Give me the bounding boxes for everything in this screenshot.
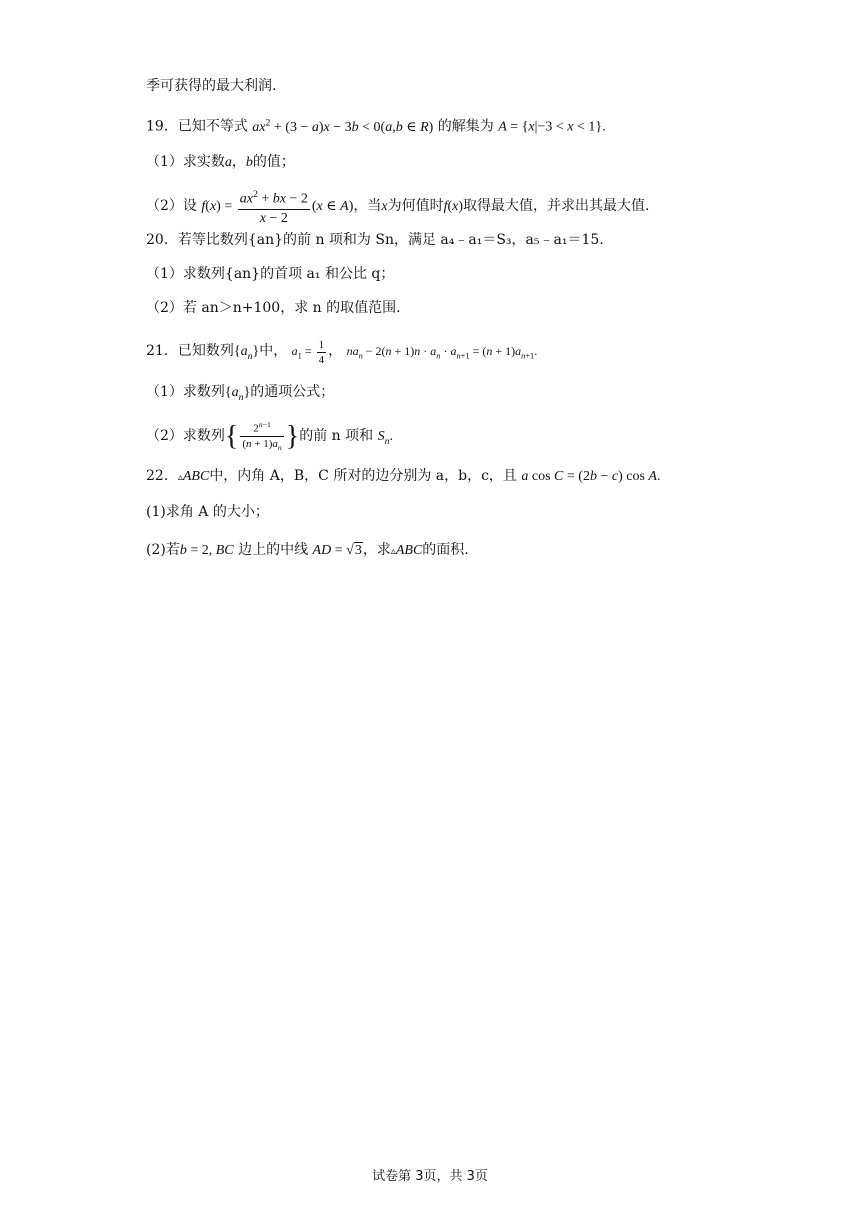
question-20-text: 20．若等比数列{an}的前 n 项和为 Sn，满足 a₄﹣a₁＝S₃，a₅﹣a₁＝15.	[146, 232, 604, 248]
q22-part-2-text-4: 的面积.	[422, 542, 469, 558]
line-continuation	[146, 76, 276, 96]
question-22-part-2	[146, 540, 469, 562]
triangle-abc: ▵ABC	[177, 469, 210, 484]
triangle-abc-2: ▵ABC	[390, 543, 423, 558]
sequence-fraction-formula: { $\frac{2^{n-1}}{(n + 1)a_n}$ }	[225, 429, 299, 444]
var-x: x	[381, 199, 388, 215]
part-2-text-3: 为何值时	[387, 198, 444, 215]
recurrence-formula: $na_n - 2(n + 1)n \cdot a_n \cdot a_{n+1} = (n + 1)a_{n+1}$.	[346, 344, 538, 361]
q22-part-2-text-2: 边上的中线	[238, 542, 309, 558]
b-equals-formula: b = 2, BC	[179, 543, 234, 558]
one-quarter-fraction: $\frac{1}{4}$	[318, 338, 325, 366]
question-19-part-2	[146, 186, 650, 228]
q22-part-2-text-3: ，求	[362, 542, 391, 558]
function-formula: f(x) = $\frac{ax^2 + bx - 2}{x - 2}$ (x ∈ A)	[201, 199, 353, 214]
question-21-text: 21．已知数列	[146, 343, 234, 359]
question-22-part-1	[146, 502, 269, 522]
question-21-mid: 中，	[259, 343, 288, 359]
function-fraction: $\frac{ax^2 + bx - 2}{x - 2}$	[238, 186, 310, 228]
q20-part-2-text: （2）若 an＞n+100，求 n 的取值范围.	[146, 300, 401, 316]
part-2-text: （2）设	[146, 198, 197, 215]
q21-part-1-text-end: 的通项公式；	[250, 384, 335, 400]
question-19-mid: 的解集为	[437, 118, 494, 135]
q22-part-2-text: (2)若	[146, 542, 180, 558]
q20-part-1-text: （1）求数列{an}的首项 a₁ 和公比 q；	[146, 266, 395, 282]
sqrt-3: √3	[346, 543, 362, 558]
question-20-part-2	[146, 298, 401, 318]
question-20-part-1	[146, 264, 394, 284]
text-continuation: 季可获得的最大利润.	[146, 78, 277, 94]
question-21-part-1	[146, 382, 334, 408]
cosine-equation: a cos C = (2b − c) cos A.	[521, 469, 661, 484]
initial-term-formula: $a_1$ = $\frac{1}{4}$	[291, 338, 325, 366]
question-22-text: 中，内角 A，B，C 所对的边分别为 a，b，c，且	[209, 468, 517, 484]
question-21: 21．已知数列$\{a_n\}$中， $a_1$ = $\frac{1}{4}$ ， $na_n - 2(n + 1)n \cdot a_n \cdot a_{n+1} = (n + 1)a_{n+1}$.	[146, 338, 538, 366]
part-2-text-2: ，当	[353, 198, 382, 215]
sum-symbol: $S_n$.	[377, 429, 393, 447]
inequality-formula: $ax^2 + (3 - a)x - 3b < 0(a,b$ ∈ R)	[252, 117, 434, 135]
part-1-text: （1）求实数	[146, 154, 225, 170]
fx-formula: f(x)	[443, 199, 464, 215]
part-1-text-end: 的值；	[252, 154, 295, 170]
question-19	[146, 113, 606, 138]
power-over-term-fraction: $\frac{2^{n-1}}{(n + 1)a_n}$	[242, 420, 282, 453]
sequence-symbol-2: $\{a_n\}$	[224, 385, 251, 403]
part-2-text-4: 取得最大值，并求出其最大值.	[463, 198, 650, 215]
question-21-part-2	[146, 418, 393, 460]
question-19-part-1: （1）求实数a，b的值；	[146, 154, 295, 170]
q21-part-2-text-2: 的前 n 项和	[299, 428, 374, 444]
question-22-number: 22．	[146, 468, 178, 484]
var-b: b	[245, 155, 253, 170]
q21-part-2-text: （2）求数列	[146, 428, 225, 444]
question-22	[146, 466, 660, 488]
var-a: a	[224, 155, 232, 170]
set-formula: A = {x|−3 < x < 1}.	[498, 119, 606, 135]
sequence-symbol: $\{a_n\}$	[233, 344, 260, 362]
median-formula: AD = √3	[313, 543, 363, 558]
q21-part-1-text: （1）求数列	[146, 384, 225, 400]
q22-part-1-text: (1)求角 A 的大小；	[146, 504, 269, 520]
question-19-text: 19．已知不等式	[146, 118, 248, 135]
question-20	[146, 230, 604, 250]
page-footer: 试卷第 3页，共 3页	[372, 1169, 488, 1184]
